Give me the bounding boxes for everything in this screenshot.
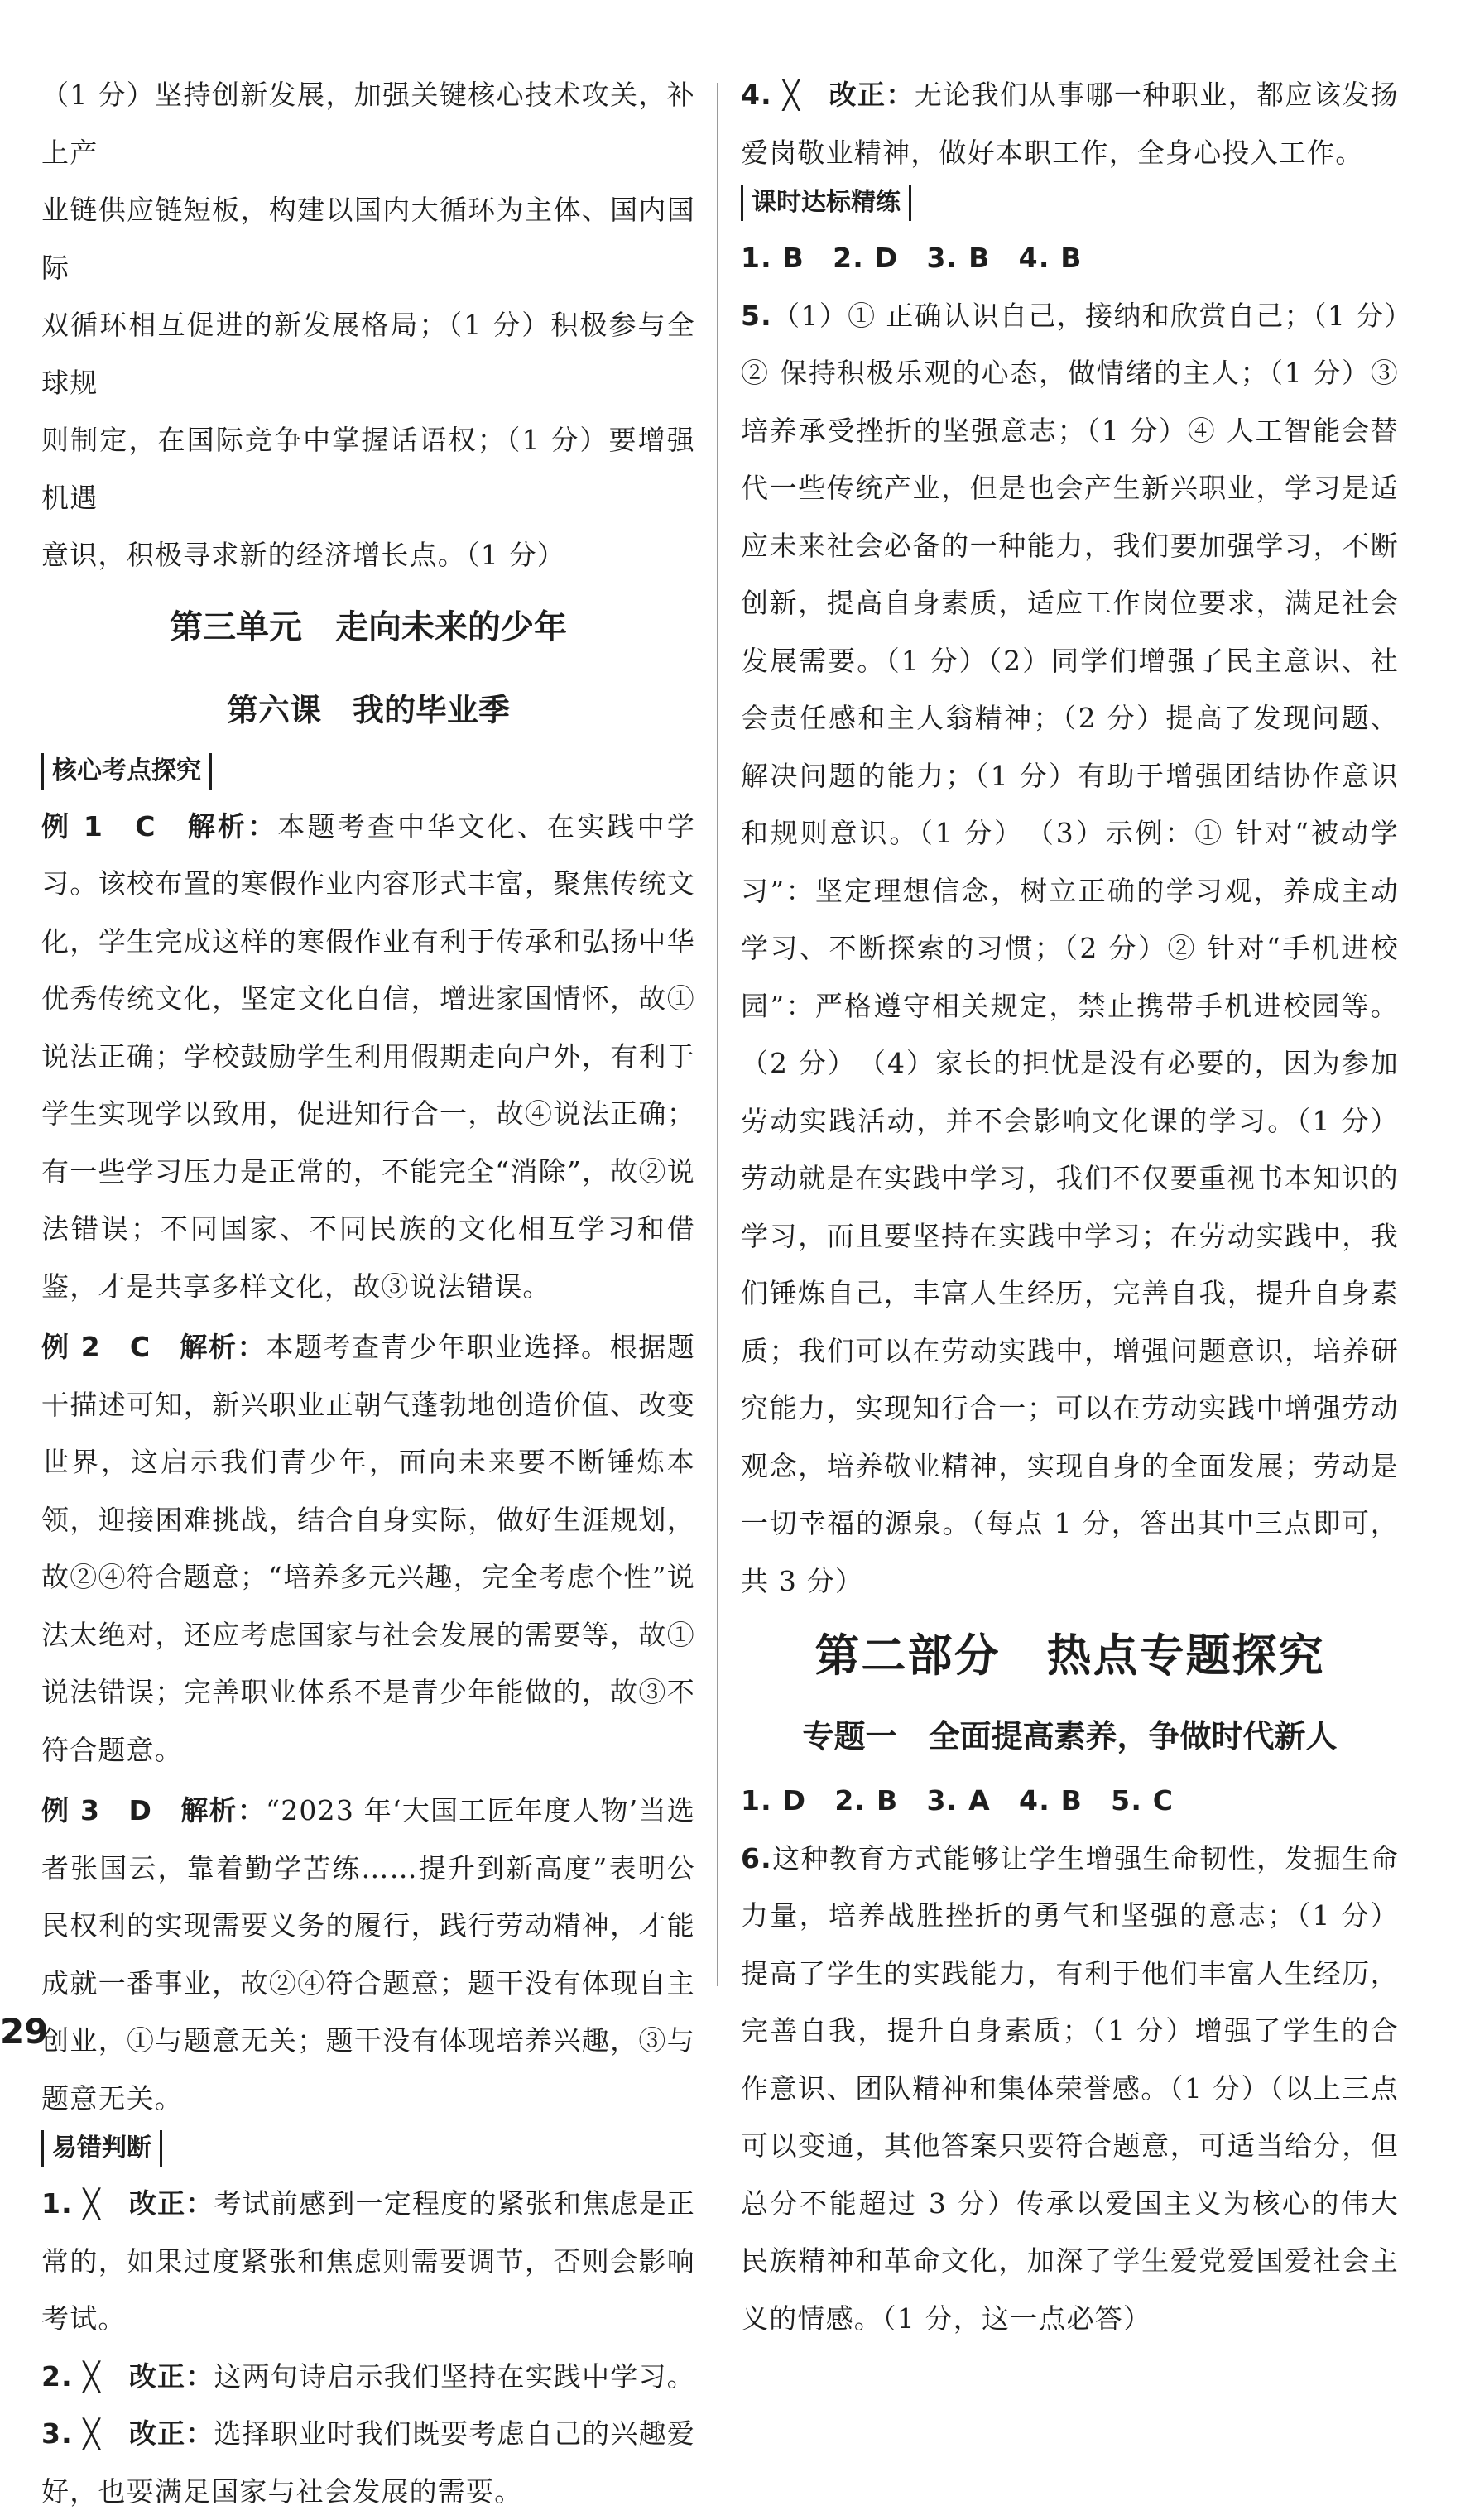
error-item-3-label: 3. ╳ 改正：: [41, 2417, 214, 2450]
example-1: [41, 798, 695, 1316]
example-2-text: 本题考查青少年职业选择。根据题干描述可知，新兴职业正朝气蓬勃地创造价值、改变世界，这启示我们青少年，面向未来要不断锤炼本领，迎接困难挑战，结合自身实际，做好生涯规划，故②④符合题意；“培养多元兴趣，完全考虑个性”说法太绝对，还应考虑国家与社会发展的需要等，故①说法错误；完善职业体系不是青少年能做的，故③不符合题意。: [41, 1331, 696, 1766]
question-5: [741, 287, 1399, 1610]
unit-title: 第三单元 走向未来的少年: [170, 607, 567, 646]
question-5-label: 5.: [741, 299, 772, 332]
question-6: [741, 1830, 1399, 2348]
error-item-2-label: 2. ╳ 改正：: [41, 2359, 214, 2393]
intro-line: 业链供应链短板，构建以国内大循环为主体、国内国际: [41, 194, 695, 284]
error-item-2-text: 这两句诗启示我们坚持在实践中学习。: [214, 2359, 695, 2393]
question-5-text: （1）① 正确认识自己，接纳和欣赏自己；（1 分）② 保持积极乐观的心态，做情绪的主人；（1 分）③ 培养承受挫折的坚强意志；（1 分）④ 人工智能会替代一些传统产业，但是也会产生新兴职业，学习是适应未来社会必备的一种能力，我们要加强学习，不断创新，提高自身素质，适应工作岗位要求，满足社会发展需要。（1 分）（2）同学们增强了民主意识、社会责任感和主人翁精神；（2 分）提高了发现问题、解决问题的能力；（1 分）有助于增强团结协作意识和规则意识。（1 分） （3）示例：① 针对“被动学习”：坚定理想信念，树立正确的学习观，养成主动学习、不断探索的习惯；（2 分）② 针对“手机进校园”：严格遵守相关规定，禁止携带手机进校园等。（2 分） （4）家长的担忧是没有必要的，因为参加劳动实践活动，并不会影响文化课的学习。（1 分）劳动就是在实践中学习，我们不仅要重视书本知识的学习，而且要坚持在实践中学习；在劳动实践中，我们锤炼自己，丰富人生经历，完善自我，提升自身素质；我们可以在劳动实践中，增强问题意识，培养研究能力，实现知行合一；可以在劳动实践中增强劳动观念，培养敬业精神，实现自身的全面发展；劳动是一切幸福的源泉。（每点 1 分，答出其中三点即可，共 3 分）: [741, 299, 1399, 1597]
topic-title: 专题一 全面提高素养，争做时代新人: [802, 1718, 1338, 1754]
right-column: [741, 66, 1399, 2347]
error-item-1-label: 1. ╳ 改正：: [41, 2187, 214, 2220]
section-drill: 课时达标精练: [741, 185, 911, 221]
error-item-3-text: 选择职业时我们既要考虑自己的兴趣爱好，也要满足国家与社会发展的需要。: [41, 2417, 695, 2508]
section-core: 核心考点探究: [41, 753, 212, 790]
example-1-text: 本题考查中华文化、在实践中学习。该校布置的寒假作业内容形式丰富，聚焦传统文化，学生完成这样的寒假作业有利于传承和弘扬中华优秀传统文化，坚定文化自信，增进家国情怀，故①说法正确；学校鼓励学生利用假期走向户外，有利于学生实现学以致用，促进知行合一，故④说法正确；有一些学习压力是正常的，不能完全“消除”，故②说法错误；不同国家、不同民族的文化相互学习和借鉴，才是共享多样文化，故③说法错误。: [41, 809, 695, 1303]
error-item-4-label: 4. ╳ 改正：: [741, 79, 915, 111]
error-item-4: [741, 66, 1399, 181]
example-1-label: 例 1 C 解析：: [41, 809, 278, 842]
example-3: [41, 1782, 695, 2127]
example-2-label: 例 2 C 解析：: [41, 1331, 267, 1363]
left-column: [41, 66, 695, 2520]
column-divider: [717, 83, 718, 1986]
intro-line: 则制定，在国际竞争中掌握话语权；（1 分）要增强机遇: [41, 424, 695, 514]
intro-line: 双循环相互促进的新发展格局；（1 分）积极参与全球规: [41, 309, 695, 399]
answers-set-1: 1. B 2. D 3. B 4. B: [741, 242, 1083, 274]
example-3-text: “2023 年‘大国工匠年度人物’当选者张国云，靠着勤学苦练……提升到新高度”表明公民权利的实现需要义务的履行，践行劳动精神，才能成就一番事业，故②④符合题意；题干没有体现自主创业，①与题意无关；题干没有体现培养兴趣，③与题意无关。: [41, 1794, 695, 2114]
intro-line: 意识，积极寻求新的经济增长点。（1 分）: [41, 539, 565, 571]
question-6-text: 这种教育方式能够让学生增强生命韧性，发掘生命力量，培养战胜挫折的勇气和坚强的意志；（1 分）提高了学生的实践能力，有利于他们丰富人生经历，完善自我，提升自身素质；（1 分）增强了学生的合作意识、团队精神和集体荣誉感。（1 分）（以上三点可以变通，其他答案只要符合题意，可适当给分，但总分不能超过 3 分）传承以爱国主义为核心的伟大民族精神和革命文化，加深了学生爱党爱国爱社会主义的情感。（1 分，这一点必答）: [741, 1841, 1399, 2335]
lesson-title: 第六课 我的毕业季: [226, 691, 510, 728]
error-item-3: [41, 2405, 695, 2520]
answers-set-2: 1. D 2. B 3. A 4. B 5. C: [741, 1784, 1175, 1817]
error-item-2: [41, 2348, 695, 2406]
question-6-label: 6.: [741, 1841, 772, 1874]
error-item-1: [41, 2175, 695, 2348]
section-error: 易错判断: [41, 2130, 162, 2167]
part-title: 第二部分 热点专题探究: [814, 1629, 1325, 1682]
error-item-4-text: 无论我们从事哪一种职业，都应该发扬爱岗敬业精神，做好本职工作，全身心投入工作。: [741, 79, 1399, 169]
example-3-label: 例 3 D 解析：: [41, 1794, 267, 1826]
example-2: [41, 1318, 695, 1778]
page-number: 29: [0, 2011, 49, 2052]
intro-line: （1 分）坚持创新发展，加强关键核心技术攻关，补上产: [41, 79, 695, 169]
error-item-1-text: 考试前感到一定程度的紧张和焦虑是正常的，如果过度紧张和焦虑则需要调节，否则会影响考试。: [41, 2187, 695, 2335]
